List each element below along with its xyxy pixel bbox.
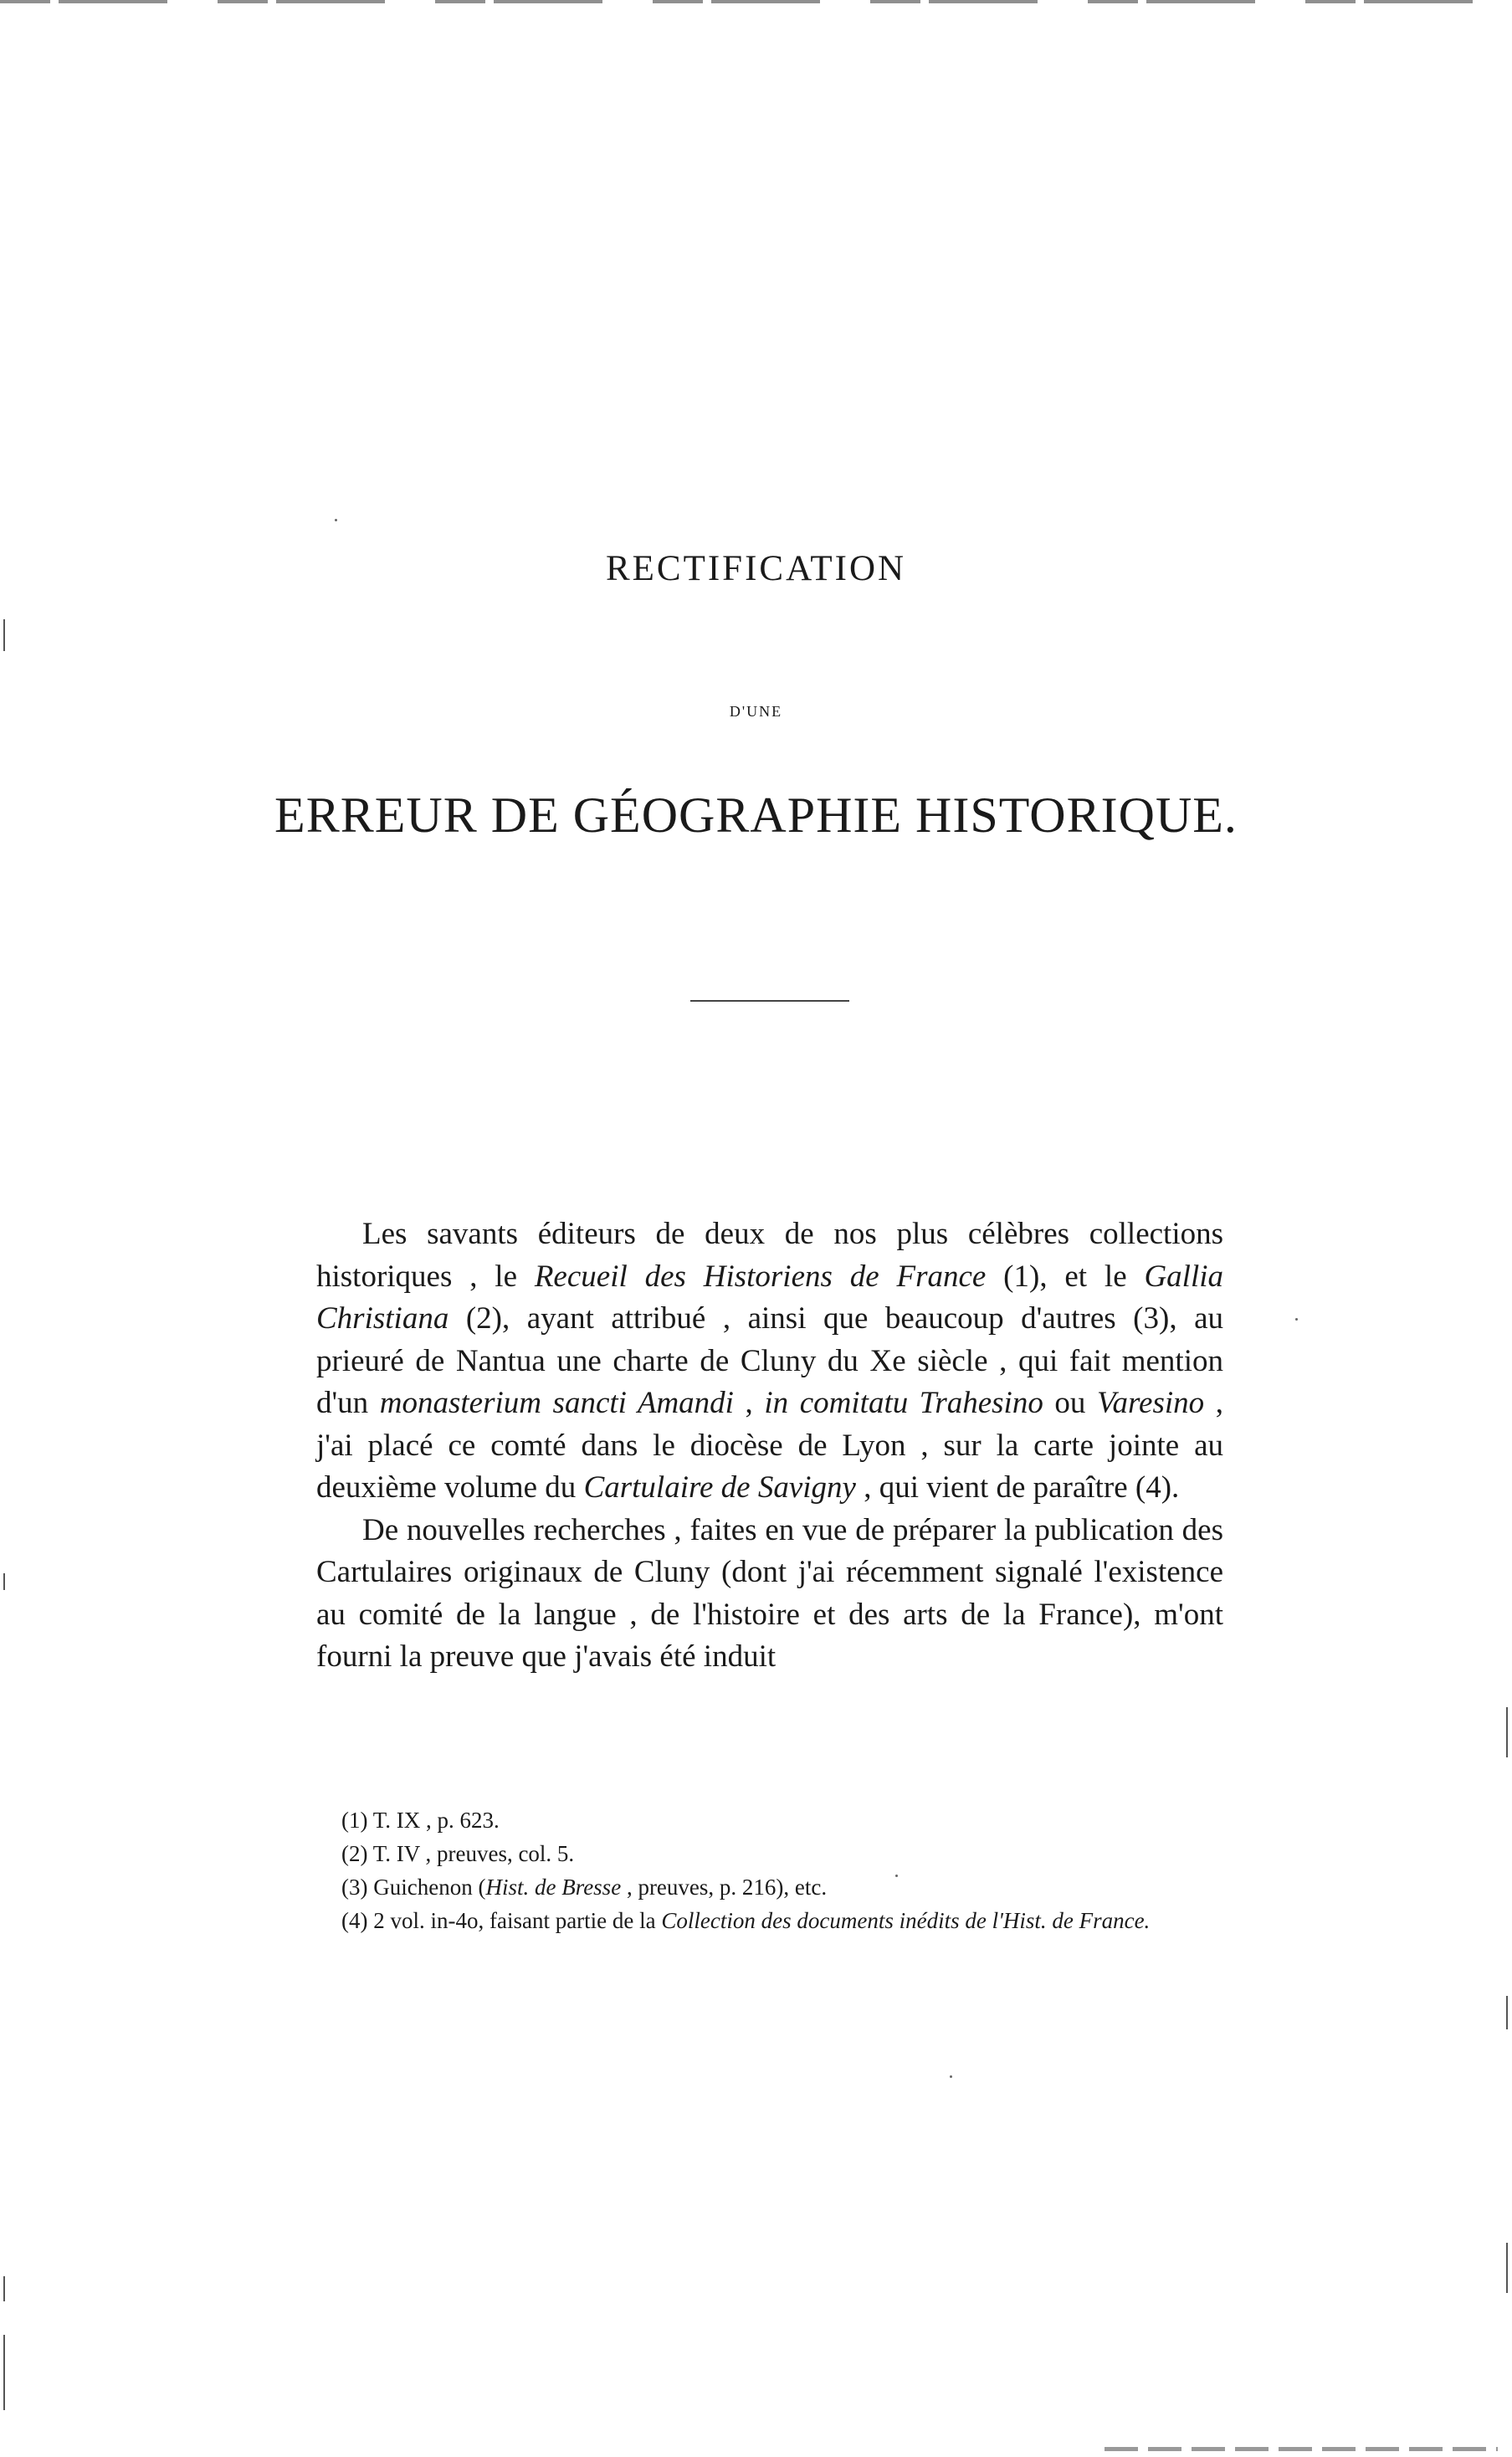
text-run: ou: [1043, 1386, 1098, 1420]
page-subtitle: D'UNE: [729, 703, 783, 720]
scan-edge-mark: [1506, 2243, 1508, 2293]
body-text: [316, 1213, 1223, 1679]
italic-text: Recueil des Historiens de France: [534, 1259, 987, 1294]
footnotes: [316, 1803, 1223, 1937]
scan-speck: [1295, 1318, 1298, 1321]
page-title: RECTIFICATION: [605, 549, 907, 588]
italic-text: Collection des documents inédits de l'Hist. de France.: [661, 1908, 1151, 1933]
page-main-title: ERREUR DE GÉOGRAPHIE HISTORIQUE.: [274, 787, 1238, 843]
scan-edge-mark: [3, 1573, 5, 1590]
scan-edge-mark: [3, 2276, 5, 2301]
text-run: ,: [733, 1386, 765, 1420]
italic-text: Hist. de Bresse: [485, 1875, 622, 1900]
text-run: (1) T. IX , p. 623.: [341, 1808, 500, 1833]
scan-edge-mark: [1506, 1996, 1508, 2029]
text-run: (4) 2 vol. in-4o, faisant partie de la: [341, 1908, 662, 1933]
text-run: , preuves, p. 216), etc.: [621, 1875, 828, 1900]
text-run: (2), ayant attribué , ainsi que beaucoup d'autres (3), au prieuré de Nantua une charte de Cluny du Xe siècle , qui fait mention d'un: [316, 1301, 1223, 1420]
text-run: , j'ai placé ce comté dans le diocèse de Lyon , sur la carte jointe au deuxième volume du: [316, 1386, 1223, 1505]
text-run: (3) Guichenon (: [341, 1875, 486, 1900]
text-run: Les savants éditeurs de deux de nos plus célèbres collections historiques , le: [316, 1217, 1223, 1294]
text-run: De nouvelles recherches , faites en vue de préparer la publication des Cartulaires originaux de Cluny (dont j'ai récemment signalé l'existence au comité de la langue , de l'histoire et des arts de la France), m'ont fourni la preuve que j'avais été induit: [316, 1512, 1223, 1674]
italic-text: Varesino: [1097, 1386, 1205, 1420]
italic-text: Cartulaire de Savigny: [583, 1470, 856, 1505]
footnote: [316, 1803, 1223, 1837]
text-run: (1), et le: [986, 1259, 1145, 1294]
scan-edge-mark: [3, 2335, 5, 2410]
scan-bottom-border: [1105, 2447, 1498, 2451]
scan-speck: [950, 2075, 952, 2078]
italic-text: Gallia Christiana: [316, 1259, 1224, 1336]
italic-text: monasterium sancti Amandi: [379, 1386, 734, 1420]
text-run: (2) T. IV , preuves, col. 5.: [341, 1841, 575, 1866]
paragraph: [316, 1213, 1223, 1510]
scan-speck: [335, 519, 337, 521]
footnote: [316, 1837, 1223, 1870]
paragraph: [316, 1510, 1223, 1679]
title-rule: [690, 1000, 849, 1002]
scan-edge-mark: [1506, 1707, 1508, 1757]
scan-top-border: [0, 0, 1512, 3]
footnote: [316, 1904, 1223, 1937]
text-run: , qui vient de paraître (4).: [855, 1470, 1180, 1505]
scan-edge-mark: [3, 619, 5, 651]
italic-text: in comitatu Trahesino: [764, 1386, 1043, 1420]
footnote: [316, 1870, 1223, 1904]
